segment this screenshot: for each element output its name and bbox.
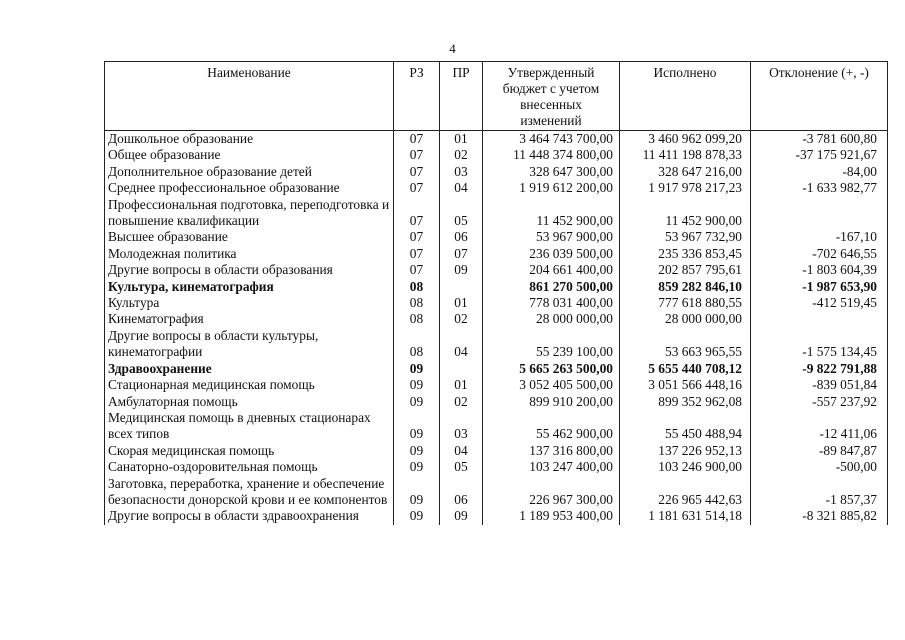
row-rz: 07 — [394, 246, 440, 262]
row-rz: 07 — [394, 197, 440, 230]
row-executed: 103 246 900,00 — [620, 459, 751, 475]
row-executed: 1 181 631 514,18 — [620, 508, 751, 524]
row-pr: 07 — [440, 246, 483, 262]
row-rz: 09 — [394, 410, 440, 443]
table-row — [105, 459, 888, 475]
row-approved: 137 316 800,00 — [483, 443, 620, 459]
row-name: Кинематография — [105, 311, 394, 327]
row-rz: 08 — [394, 311, 440, 327]
row-rz: 09 — [394, 394, 440, 410]
row-executed: 53 967 732,90 — [620, 229, 751, 245]
row-executed: 11 411 198 878,33 — [620, 147, 751, 163]
row-name: Другие вопросы в области образования — [105, 262, 394, 278]
row-approved: 3 052 405 500,00 — [483, 377, 620, 393]
row-executed: 328 647 216,00 — [620, 164, 751, 180]
row-approved: 55 239 100,00 — [483, 328, 620, 361]
header-executed: Исполнено — [620, 62, 751, 131]
row-deviation: -412 519,45 — [751, 295, 888, 311]
budget-execution-table — [104, 61, 888, 525]
table-row — [105, 229, 888, 245]
row-pr: 02 — [440, 311, 483, 327]
row-deviation: -702 646,55 — [751, 246, 888, 262]
row-rz: 09 — [394, 459, 440, 475]
row-deviation: -1 803 604,39 — [751, 262, 888, 278]
row-executed: 202 857 795,61 — [620, 262, 751, 278]
row-approved: 11 448 374 800,00 — [483, 147, 620, 163]
row-deviation: -557 237,92 — [751, 394, 888, 410]
row-rz: 08 — [394, 279, 440, 295]
table-row — [105, 508, 888, 524]
row-name: Заготовка, переработка, хранение и обеспечение безопасности донорской крови и ее компонентов — [105, 476, 394, 509]
row-pr: 04 — [440, 328, 483, 361]
row-pr: 03 — [440, 410, 483, 443]
row-deviation: -12 411,06 — [751, 410, 888, 443]
page-number: 4 — [449, 41, 456, 56]
row-executed: 53 663 965,55 — [620, 328, 751, 361]
row-rz: 09 — [394, 361, 440, 377]
row-deviation: -8 321 885,82 — [751, 508, 888, 524]
row-pr: 04 — [440, 443, 483, 459]
row-pr: 01 — [440, 377, 483, 393]
row-name: Дошкольное образование — [105, 131, 394, 148]
row-pr: 05 — [440, 459, 483, 475]
table-row — [105, 295, 888, 311]
row-executed: 235 336 853,45 — [620, 246, 751, 262]
row-deviation — [751, 311, 888, 327]
row-rz: 07 — [394, 180, 440, 196]
row-name: Здравоохранение — [105, 361, 394, 377]
row-name: Дополнительное образование детей — [105, 164, 394, 180]
row-pr — [440, 279, 483, 295]
row-approved: 28 000 000,00 — [483, 311, 620, 327]
header-approved: Утвержденный бюджет с учетом внесенных изменений — [483, 62, 620, 131]
table-row — [105, 147, 888, 163]
row-approved: 899 910 200,00 — [483, 394, 620, 410]
row-name: Скорая медицинская помощь — [105, 443, 394, 459]
row-executed: 137 226 952,13 — [620, 443, 751, 459]
row-executed: 5 655 440 708,12 — [620, 361, 751, 377]
row-pr: 01 — [440, 131, 483, 148]
row-name: Культура — [105, 295, 394, 311]
row-approved: 328 647 300,00 — [483, 164, 620, 180]
row-approved: 861 270 500,00 — [483, 279, 620, 295]
row-name: Другие вопросы в области здравоохранения — [105, 508, 394, 524]
row-approved: 53 967 900,00 — [483, 229, 620, 245]
table-row — [105, 197, 888, 230]
row-executed: 3 051 566 448,16 — [620, 377, 751, 393]
row-deviation — [751, 197, 888, 230]
row-rz: 09 — [394, 476, 440, 509]
row-rz: 08 — [394, 295, 440, 311]
table-row — [105, 476, 888, 509]
row-deviation: -3 781 600,80 — [751, 131, 888, 148]
row-approved: 226 967 300,00 — [483, 476, 620, 509]
row-name: Медицинская помощь в дневных стационарах всех типов — [105, 410, 394, 443]
table-row — [105, 311, 888, 327]
row-approved: 11 452 900,00 — [483, 197, 620, 230]
row-executed: 1 917 978 217,23 — [620, 180, 751, 196]
row-rz: 09 — [394, 443, 440, 459]
row-pr: 06 — [440, 229, 483, 245]
row-name: Другие вопросы в области культуры, кинематографии — [105, 328, 394, 361]
table-body — [105, 131, 888, 525]
row-approved: 103 247 400,00 — [483, 459, 620, 475]
row-approved: 5 665 263 500,00 — [483, 361, 620, 377]
table-row — [105, 410, 888, 443]
row-pr: 09 — [440, 262, 483, 278]
row-pr: 06 — [440, 476, 483, 509]
row-approved: 3 464 743 700,00 — [483, 131, 620, 148]
row-executed: 859 282 846,10 — [620, 279, 751, 295]
row-approved: 1 189 953 400,00 — [483, 508, 620, 524]
row-pr — [440, 361, 483, 377]
row-pr: 09 — [440, 508, 483, 524]
header-pr: ПР — [440, 62, 483, 131]
row-deviation: -9 822 791,88 — [751, 361, 888, 377]
row-deviation: -1 857,37 — [751, 476, 888, 509]
row-deviation: -89 847,87 — [751, 443, 888, 459]
row-deviation: -500,00 — [751, 459, 888, 475]
row-approved: 1 919 612 200,00 — [483, 180, 620, 196]
table-row — [105, 394, 888, 410]
row-name: Санаторно-оздоровительная помощь — [105, 459, 394, 475]
row-name: Стационарная медицинская помощь — [105, 377, 394, 393]
row-deviation: -1 575 134,45 — [751, 328, 888, 361]
row-rz: 08 — [394, 328, 440, 361]
row-approved: 778 031 400,00 — [483, 295, 620, 311]
row-deviation: -1 987 653,90 — [751, 279, 888, 295]
row-pr: 04 — [440, 180, 483, 196]
table-row — [105, 246, 888, 262]
row-executed: 226 965 442,63 — [620, 476, 751, 509]
row-pr: 01 — [440, 295, 483, 311]
row-name: Молодежная политика — [105, 246, 394, 262]
row-rz: 09 — [394, 377, 440, 393]
row-rz: 07 — [394, 164, 440, 180]
row-name: Профессиональная подготовка, переподготовка и повышение квалификации — [105, 197, 394, 230]
row-name: Амбулаторная помощь — [105, 394, 394, 410]
row-deviation: -84,00 — [751, 164, 888, 180]
row-deviation: -1 633 982,77 — [751, 180, 888, 196]
row-rz: 07 — [394, 147, 440, 163]
row-rz: 07 — [394, 262, 440, 278]
table-header-row — [105, 62, 888, 131]
row-executed: 899 352 962,08 — [620, 394, 751, 410]
row-name: Высшее образование — [105, 229, 394, 245]
table-row — [105, 262, 888, 278]
row-pr: 03 — [440, 164, 483, 180]
row-executed: 3 460 962 099,20 — [620, 131, 751, 148]
row-name: Культура, кинематография — [105, 279, 394, 295]
table-section-row — [105, 279, 888, 295]
row-pr: 05 — [440, 197, 483, 230]
row-approved: 55 462 900,00 — [483, 410, 620, 443]
row-deviation: -167,10 — [751, 229, 888, 245]
row-executed: 11 452 900,00 — [620, 197, 751, 230]
row-approved: 236 039 500,00 — [483, 246, 620, 262]
table-row — [105, 131, 888, 148]
row-approved: 204 661 400,00 — [483, 262, 620, 278]
table-row — [105, 443, 888, 459]
table-row — [105, 164, 888, 180]
table-row — [105, 328, 888, 361]
row-rz: 07 — [394, 131, 440, 148]
row-executed: 28 000 000,00 — [620, 311, 751, 327]
row-deviation: -839 051,84 — [751, 377, 888, 393]
header-deviation: Отклонение (+, -) — [751, 62, 888, 131]
table-row — [105, 377, 888, 393]
header-name: Наименование — [105, 62, 394, 131]
row-pr: 02 — [440, 394, 483, 410]
row-name: Общее образование — [105, 147, 394, 163]
row-rz: 09 — [394, 508, 440, 524]
row-executed: 55 450 488,94 — [620, 410, 751, 443]
row-rz: 07 — [394, 229, 440, 245]
row-pr: 02 — [440, 147, 483, 163]
row-deviation: -37 175 921,67 — [751, 147, 888, 163]
header-rz: РЗ — [394, 62, 440, 131]
table-row — [105, 180, 888, 196]
row-executed: 777 618 880,55 — [620, 295, 751, 311]
row-name: Среднее профессиональное образование — [105, 180, 394, 196]
table-section-row — [105, 361, 888, 377]
